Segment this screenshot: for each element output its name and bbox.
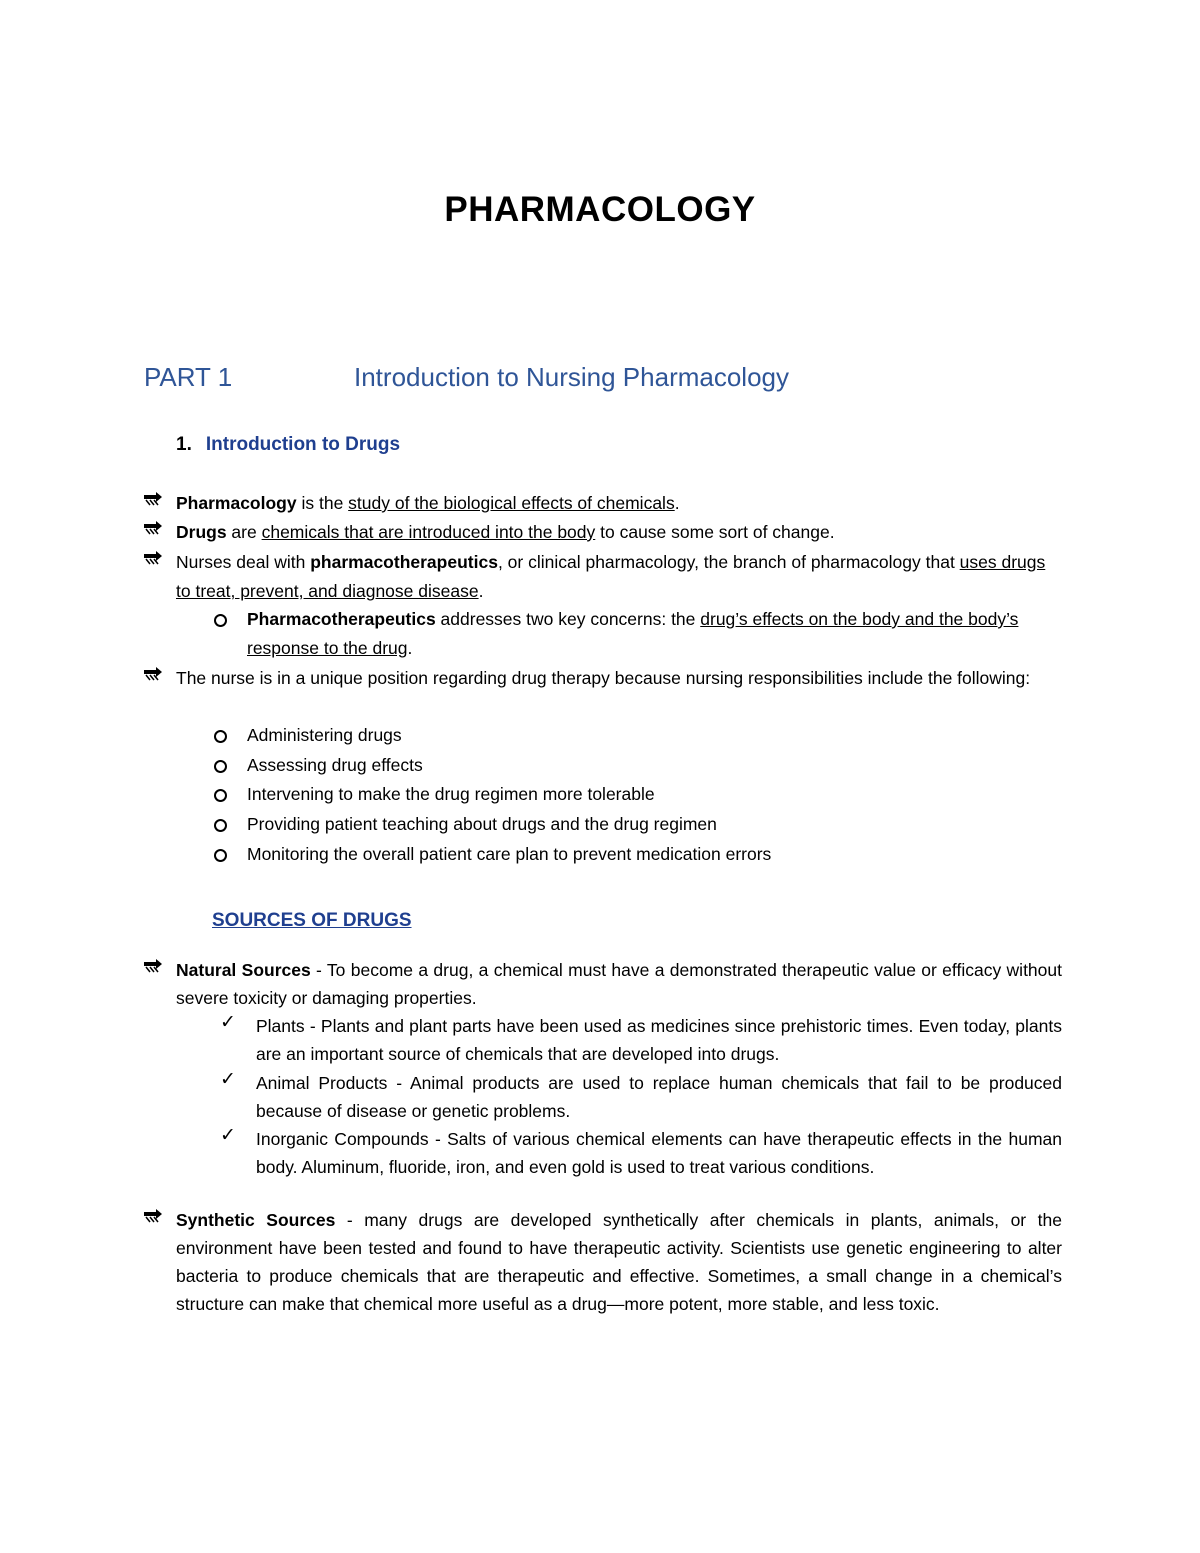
responsibility-item: Assessing drug effects (247, 755, 423, 775)
section-heading-sources: SOURCES OF DRUGS (212, 910, 412, 931)
natural-item-animal-products: Animal Products - Animal products are used to replace human chemicals that fail to be produced because of disease or genetic problems. (256, 1073, 1062, 1121)
term-pharmacology: Pharmacology (176, 493, 297, 513)
responsibility-item: Providing patient teaching about drugs and the drug regimen (247, 814, 717, 834)
document-title: PHARMACOLOGY (444, 190, 756, 229)
natural-item-inorganic-compounds: Inorganic Compounds - Salts of various chemical elements can have therapeutic effects in the human body. Aluminum, fluoride, iron, and even gold is used to treat various conditions. (256, 1129, 1062, 1177)
hollow-circle-icon (214, 819, 227, 832)
list-item-drugs (176, 518, 1062, 547)
list-item-nurses-pharmacotherapeutics (176, 548, 1062, 606)
arrow-pointer-icon (142, 956, 164, 978)
underlined-text: chemicals that are introduced into the body (261, 522, 596, 542)
responsibility-item: Administering drugs (247, 725, 402, 745)
chapter-title: Introduction to Drugs (205, 434, 401, 455)
term-natural-sources: Natural Sources (176, 960, 311, 980)
term-synthetic-sources: Synthetic Sources (176, 1210, 336, 1230)
arrow-pointer-icon (142, 1206, 164, 1228)
arrow-pointer-icon (142, 548, 164, 570)
underlined-text: uses drugs to treat, prevent, and diagnose disease (176, 552, 1046, 601)
hollow-circle-icon (214, 849, 227, 862)
checkmark-icon: ✓ (220, 1011, 236, 1033)
checkmark-icon: ✓ (220, 1068, 236, 1090)
arrow-pointer-icon (142, 518, 164, 540)
part-title: Introduction to Nursing Pharmacology (354, 362, 790, 392)
chapter-number: 1. (176, 434, 192, 455)
list-item-pharmacology (176, 489, 1062, 518)
text-fragment: . (407, 638, 413, 658)
natural-item-plants: Plants - Plants and plant parts have been used as medicines since prehistoric times. Even today, plants are an important source of chemicals that are developed into drugs. (256, 1016, 1062, 1064)
chapter-heading (176, 434, 400, 456)
underlined-text: study of the biological effects of chemicals (348, 493, 675, 513)
term-pharmacotherapeutics: Pharmacotherapeutics (247, 609, 436, 629)
list-item-nurse-position: The nurse is in a unique position regarding drug therapy because nursing responsibilities include the following: (176, 668, 1031, 688)
text-fragment: , or clinical pharmacology, the branch of pharmacology that (497, 552, 960, 572)
text-fragment: . (674, 493, 680, 513)
arrow-pointer-icon (142, 489, 164, 511)
part-number: PART 1 (144, 362, 233, 392)
text-fragment: are (226, 522, 262, 542)
text-fragment: - To become a drug, a chemical must have a demonstrated therapeutic value or efficacy without severe toxicity or damaging properties. (176, 960, 1062, 1008)
hollow-circle-icon (214, 760, 227, 773)
list-item-synthetic-sources (176, 1206, 1062, 1318)
responsibility-item: Monitoring the overall patient care plan to prevent medication errors (247, 844, 772, 864)
sub-item-pharmacotherapeutics (247, 605, 1062, 663)
text-fragment: addresses two key concerns: the (435, 609, 701, 629)
text-fragment: . (478, 581, 484, 601)
checkmark-icon: ✓ (220, 1124, 236, 1146)
text-fragment: - many drugs are developed synthetically after chemicals in plants, animals, or the environment have been tested and found to have therapeutic activity. Scientists use genetic engineering to alter bacteria to produce chemicals that are therapeutic and effective. Sometimes, a small change in a chemical’s structure can make that chemical more useful as a drug—more potent, more stable, and less toxic. (176, 1210, 1062, 1314)
hollow-circle-icon (214, 614, 227, 627)
arrow-pointer-icon (142, 664, 164, 686)
term-pharmacotherapeutics: pharmacotherapeutics (310, 552, 498, 572)
text-fragment: Nurses deal with (176, 552, 311, 572)
list-item-natural-sources (176, 956, 1062, 1012)
hollow-circle-icon (214, 789, 227, 802)
term-drugs: Drugs (176, 522, 227, 542)
underlined-text: drug’s effects on the body and the body’s response to the drug (247, 609, 1019, 658)
text-fragment: to cause some sort of change. (595, 522, 835, 542)
text-fragment: is the (296, 493, 349, 513)
hollow-circle-icon (214, 730, 227, 743)
responsibility-item: Intervening to make the drug regimen more tolerable (247, 784, 655, 804)
